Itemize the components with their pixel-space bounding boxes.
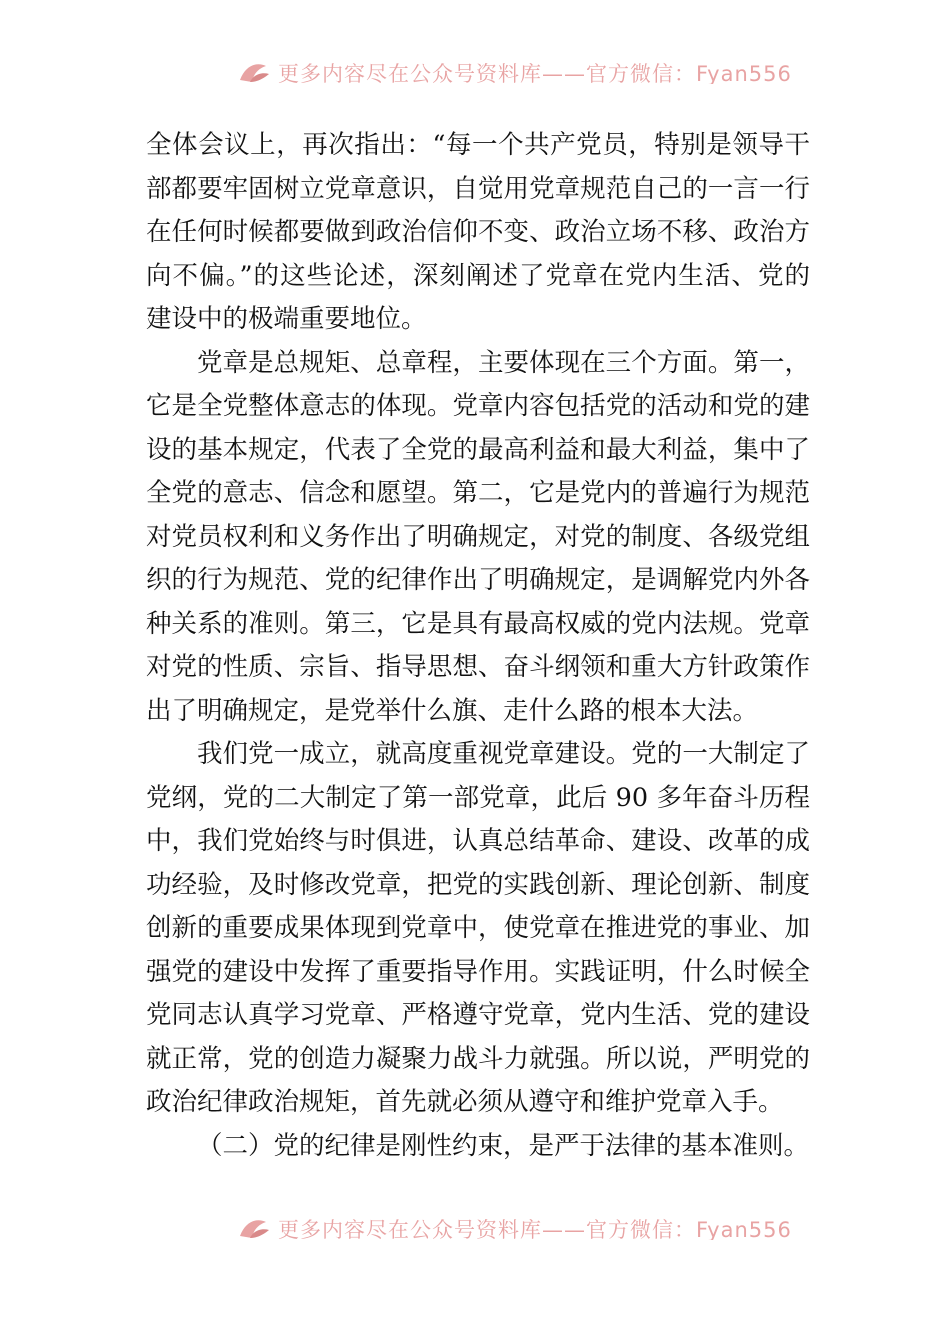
header-banner xyxy=(0,50,950,84)
text-line: 我们党一成立，就高度重视党章建设。党的一大制定了 xyxy=(197,739,810,769)
logo-icon xyxy=(236,1216,272,1240)
text-line: 功经验，及时修改党章，把党的实践创新、理论创新、制度 xyxy=(146,869,810,900)
text-line: 党纲，党的二大制定了第一部党章，此后 90 多年奋斗历程 xyxy=(146,782,810,813)
logo-icon xyxy=(236,60,272,84)
text-line: 党章是总规矩、总章程，主要体现在三个方面。第一， xyxy=(197,347,810,378)
text-line: 它是全党整体意志的体现。党章内容包括党的活动和党的建 xyxy=(146,391,810,421)
text-line: 对党的性质、宗旨、指导思想、奋斗纲领和重大方针政策作 xyxy=(146,652,810,682)
text-line: 就正常，党的创造力凝聚力战斗力就强。所以说，严明党的 xyxy=(146,1043,810,1074)
text-line: （二）党的纪律是刚性约束，是严于法律的基本准则。 xyxy=(197,1130,810,1161)
text-line: 建设中的极端重要地位。 xyxy=(146,304,427,334)
footer-banner-text: 更多内容尽在公众号资料库——官方微信：Fyan556 xyxy=(278,1218,792,1240)
document-body xyxy=(146,124,810,1168)
header-banner-text: 更多内容尽在公众号资料库——官方微信：Fyan556 xyxy=(278,62,792,84)
text-line: 设的基本规定，代表了全党的最高利益和最大利益，集中了 xyxy=(146,434,810,465)
text-line: 织的行为规范、党的纪律作出了明确规定，是调解党内外各 xyxy=(146,565,810,595)
text-line: 全党的意志、信念和愿望。第二，它是党内的普遍行为规范 xyxy=(146,478,810,508)
text-line: 在任何时候都要做到政治信仰不变、政治立场不移、政治方 xyxy=(146,217,810,247)
text-line: 强党的建设中发挥了重要指导作用。实践证明，什么时候全 xyxy=(146,956,810,987)
footer-banner xyxy=(0,1206,950,1240)
text-line: 党同志认真学习党章、严格遵守党章，党内生活、党的建设 xyxy=(146,1000,810,1030)
text-line: 中，我们党始终与时俱进，认真总结革命、建设、改革的成 xyxy=(146,826,810,856)
text-line: 创新的重要成果体现到党章中，使党章在推进党的事业、加 xyxy=(146,913,810,943)
text-line: 对党员权利和义务作出了明确规定，对党的制度、各级党组 xyxy=(146,521,810,552)
text-line: 出了明确规定，是党举什么旗、走什么路的根本大法。 xyxy=(146,695,759,726)
text-line: 政治纪律政治规矩，首先就必须从遵守和维护党章入手。 xyxy=(146,1087,784,1117)
text-line: 种关系的准则。第三，它是具有最高权威的党内法规。党章 xyxy=(146,608,810,639)
text-line: 全体会议上，再次指出：“每一个共产党员，特别是领导干 xyxy=(146,130,810,160)
text-line: 向不偏。”的这些论述，深刻阐述了党章在党内生活、党的 xyxy=(146,260,810,291)
text-line: 部都要牢固树立党章意识，自觉用党章规范自己的一言一行 xyxy=(146,173,810,204)
